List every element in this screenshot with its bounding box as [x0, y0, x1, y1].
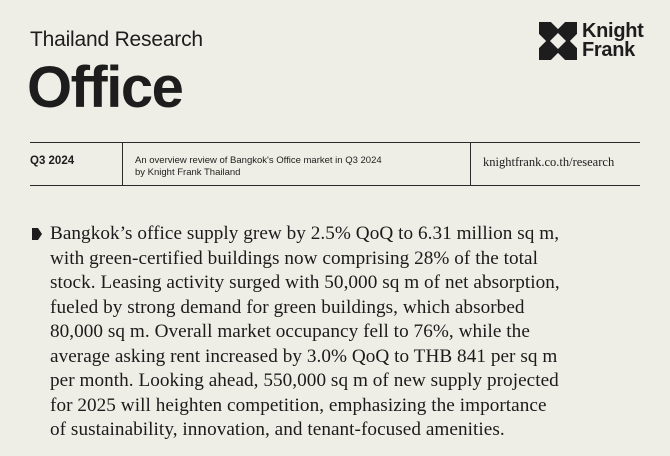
description-line-1: An overview review of Bangkok's Office market in Q3 2024	[135, 155, 382, 166]
meta-bar	[30, 142, 640, 186]
logo-wordmark	[582, 22, 644, 60]
summary-line: for 2025 will heighten competition, emphasizing the importance	[50, 394, 547, 416]
summary-line: Bangkok’s office supply grew by 2.5% QoQ to 6.31 million sq m,	[50, 223, 560, 244]
knight-frank-logo-icon	[539, 22, 577, 60]
website-link[interactable]: knightfrank.co.th/research	[483, 155, 615, 169]
logo-line-1: Knight	[582, 20, 644, 42]
report-quarter: Q3 2024	[30, 155, 75, 167]
report-series: Thailand Research	[30, 28, 203, 51]
summary-paragraph	[50, 222, 650, 443]
bullet-arrow-icon	[32, 228, 42, 240]
summary-line: average asking rent increased by 3.0% QoQ to THB 841 per sq m	[50, 345, 558, 367]
summary-line: stock. Leasing activity surged with 50,000 sq m of net absorption,	[50, 272, 560, 293]
page-title: Office	[27, 55, 183, 120]
divider	[122, 143, 123, 185]
summary-line: 80,000 sq m. Overall market occupancy fell to 76%, while the	[50, 321, 530, 342]
description-line-2: by Knight Frank Thailand	[135, 166, 241, 178]
report-description	[135, 155, 465, 178]
summary-line: with green-certified buildings now comprising 28% of the total	[50, 247, 539, 269]
summary-line: per month. Looking ahead, 550,000 sq m of new supply projected	[50, 370, 559, 391]
summary-line: of sustainability, innovation, and tenant-focused amenities.	[50, 419, 505, 440]
summary-line: fueled by strong demand for green buildings, which absorbed	[50, 296, 525, 318]
divider	[470, 143, 471, 185]
knight-frank-logo[interactable]	[539, 22, 644, 60]
logo-line-2: Frank	[582, 39, 635, 61]
